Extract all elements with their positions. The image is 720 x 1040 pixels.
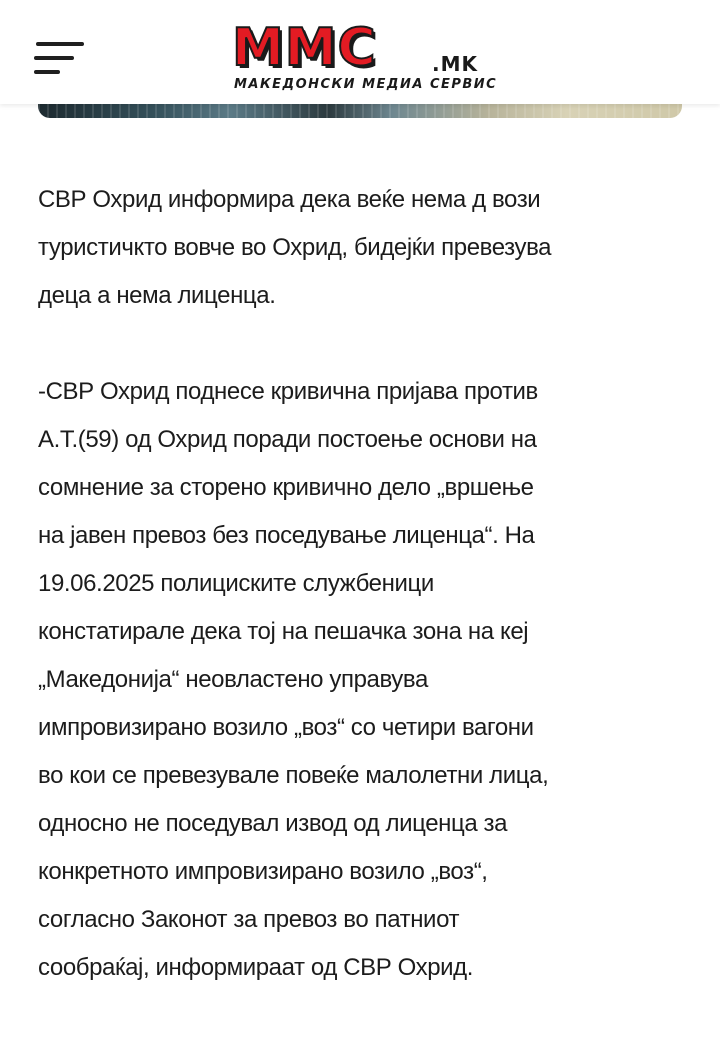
paragraph-line: А.Т.(59) од Охрид поради постоење основи на [38, 426, 537, 453]
hamburger-menu-icon[interactable] [34, 40, 84, 76]
paragraph-line: констатирале дека тој на пешачка зона на кеј [38, 618, 529, 645]
article-paragraph-1 [38, 176, 686, 320]
paragraph-line: односно не поседувал извод од лиценца за [38, 810, 508, 837]
site-header [0, 0, 720, 104]
logo-domain-text: .MK [432, 52, 478, 76]
paragraph-line: импровизирано возило „воз“ со четири вагони [38, 714, 534, 741]
paragraph-line: -СВР Охрид поднесе кривична пријава против [38, 378, 538, 405]
article-body [38, 176, 686, 1040]
paragraph-line: согласно Законот за превоз во патниот [38, 906, 460, 933]
paragraph-line: СВР Охрид информира дека веќе нема д вози [38, 186, 541, 213]
site-logo[interactable] [232, 18, 498, 94]
paragraph-line: туристичкто вовче во Охрид, бидејќи превезува [38, 234, 552, 261]
paragraph-line: сообраќај, информираат од СВР Охрид. [38, 954, 474, 981]
article-paragraph-2 [38, 368, 686, 992]
logo-main-text: MMC [232, 18, 377, 78]
paragraph-line: во кои се превезувале повеќе малолетни лица, [38, 762, 549, 789]
menu-line [34, 56, 74, 60]
paragraph-line: 19.06.2025 полициските службеници [38, 570, 434, 597]
menu-line [36, 42, 84, 46]
paragraph-line: сомнение за сторено кривично дело „вршење [38, 474, 534, 501]
logo-tagline: МАКЕДОНСКИ МЕДИА СЕРВИС [234, 77, 498, 92]
paragraph-line: „Македонија“ неовластено управува [38, 666, 428, 693]
paragraph-line: на јавен превоз без поседување лиценца“. На [38, 522, 535, 549]
menu-line [34, 70, 60, 74]
paragraph-line: деца а нема лиценца. [38, 282, 276, 309]
paragraph-line: конкретното импровизирано возило „воз“, [38, 858, 488, 885]
